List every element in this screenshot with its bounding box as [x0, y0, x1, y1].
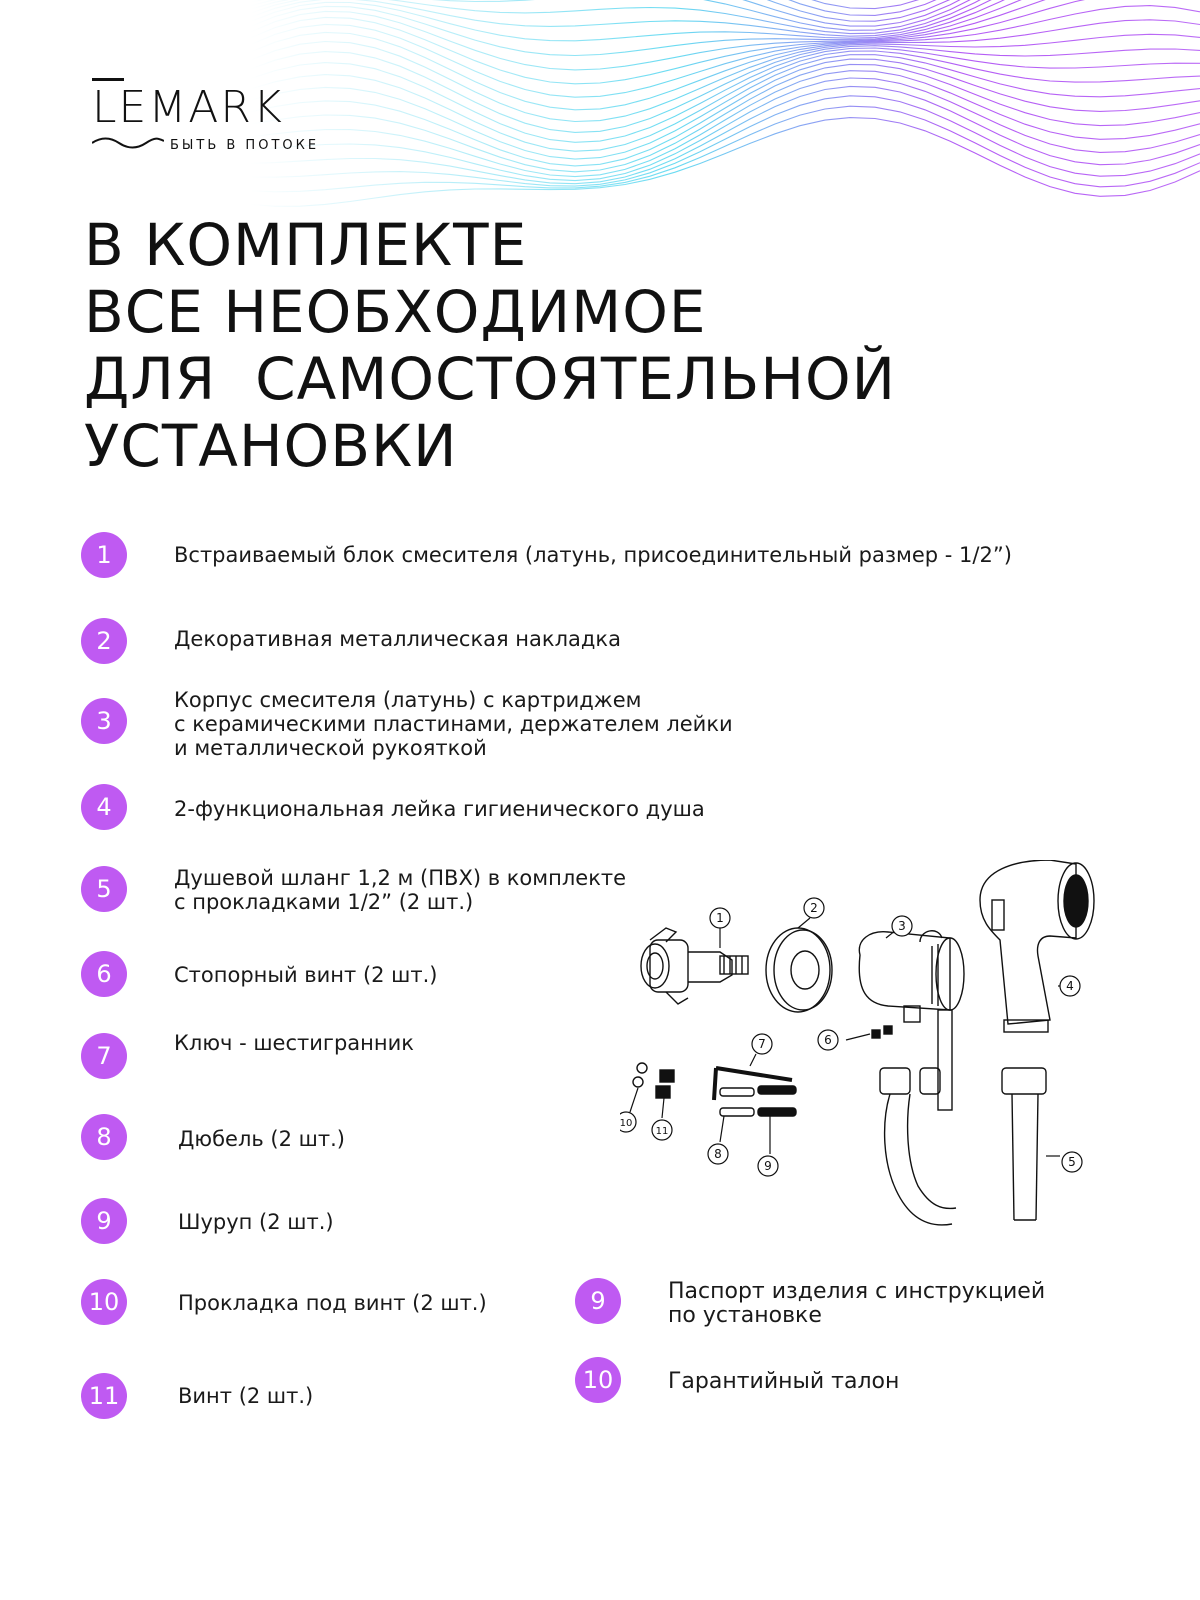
diagram-callout-label: 2 — [810, 901, 818, 915]
list-item-line: Корпус смесителя (латунь) с картриджем — [174, 688, 642, 712]
diagram-callout — [708, 1144, 728, 1164]
list-item — [81, 1033, 127, 1079]
list-item-line: Декоративная металлическая накладка — [174, 627, 621, 651]
list-item — [81, 866, 127, 912]
part-dowels-screws — [720, 1086, 796, 1116]
list-item — [81, 618, 127, 664]
diagram-callout — [892, 916, 912, 936]
diagram-callout — [652, 1120, 672, 1140]
list-item-line: Паспорт изделия с инструкцией — [668, 1279, 1046, 1304]
list-item — [81, 532, 127, 578]
logo-wave-icon — [92, 136, 164, 150]
list-item — [81, 784, 127, 830]
wave-line — [250, 0, 1200, 130]
number-badge: 9 — [81, 1198, 127, 1244]
list-item — [81, 1198, 127, 1244]
extra-list-item-text — [668, 1280, 1045, 1328]
list-item-text — [174, 543, 1012, 567]
number-badge: 5 — [81, 866, 127, 912]
number-badge: 1 — [81, 532, 127, 578]
wave-line — [250, 6, 1200, 138]
part-mixer-body — [859, 931, 964, 1110]
diagram-callout — [758, 1156, 778, 1176]
wave-line — [250, 0, 1200, 74]
title-line: ДЛЯ САМОСТОЯТЕЛЬНОЙ — [84, 345, 896, 413]
diagram-callout-label: 11 — [655, 1126, 669, 1137]
part-mixer-block — [641, 928, 748, 1004]
list-item-line: по установке — [668, 1303, 822, 1328]
number-badge: 8 — [81, 1114, 127, 1160]
number-badge: 6 — [81, 951, 127, 997]
list-item-text — [178, 1210, 334, 1234]
diagram-callout-label: 7 — [758, 1037, 766, 1051]
number-badge: 4 — [81, 784, 127, 830]
list-item-line: Встраиваемый блок смесителя (латунь, присоединительный размер - 1/2”) — [174, 543, 1012, 567]
wave-line — [250, 96, 1200, 230]
diagram-callout-label: 5 — [1068, 1155, 1076, 1169]
list-item-text — [178, 1291, 487, 1315]
list-item — [81, 1279, 127, 1325]
title-line: В КОМПЛЕКТЕ — [84, 211, 528, 279]
logo-bar — [92, 78, 124, 81]
parts-diagram — [620, 860, 1120, 1260]
list-item-line: с керамическими пластинами, держателем лейки — [174, 712, 733, 736]
diagram-callout-label: 9 — [764, 1159, 772, 1173]
list-item-text — [178, 1384, 313, 1408]
extra-list-item-text — [668, 1370, 899, 1394]
page-title — [84, 212, 1164, 480]
wave-line — [250, 0, 1200, 82]
list-item — [81, 1373, 127, 1419]
diagram-callout — [804, 898, 824, 918]
title-line: УСТАНОВКИ — [84, 412, 458, 480]
diagram-callout — [710, 908, 730, 928]
extra-list-item — [575, 1278, 621, 1324]
diagram-callout-label: 6 — [824, 1033, 832, 1047]
list-item — [81, 1114, 127, 1160]
diagram-callout-label: 4 — [1066, 979, 1074, 993]
wave-line — [250, 78, 1200, 218]
list-item-text — [178, 1127, 345, 1151]
diagram-callout-label: 1 — [716, 911, 724, 925]
diagram-callout-label: 3 — [898, 919, 906, 933]
list-item-line: Винт (2 шт.) — [178, 1384, 314, 1408]
list-item-text — [174, 866, 626, 914]
diagram-callout — [620, 1112, 636, 1132]
part-escutcheon — [766, 928, 832, 1012]
list-item-line: Ключ - шестигранник — [174, 1031, 414, 1055]
list-item-text — [174, 688, 733, 760]
list-item-line: Дюбель (2 шт.) — [178, 1127, 345, 1151]
list-item-line: Стопорный винт (2 шт.) — [174, 963, 438, 987]
extra-list-item — [575, 1357, 621, 1403]
brand-tagline: БЫТЬ В ПОТОКЕ — [170, 138, 320, 153]
part-set-screws — [872, 1026, 892, 1038]
list-item-line: и металлической рукояткой — [174, 736, 487, 760]
list-item — [81, 951, 127, 997]
wave-line — [250, 20, 1200, 146]
number-badge: 2 — [81, 618, 127, 664]
list-item-line: 2-функциональная лейка гигиенического душа — [174, 797, 705, 821]
part-hand-shower — [980, 860, 1094, 1032]
number-badge: 10 — [81, 1279, 127, 1325]
diagram-callout-label: 10 — [620, 1118, 633, 1129]
part-washers-screws — [633, 1063, 674, 1098]
list-item-line: с прокладками 1/2” (2 шт.) — [174, 890, 474, 914]
list-item-line: Прокладка под винт (2 шт.) — [178, 1291, 487, 1315]
diagram-callout — [752, 1034, 772, 1054]
number-badge: 11 — [81, 1373, 127, 1419]
number-badge: 10 — [575, 1357, 621, 1403]
list-item-text — [174, 1031, 414, 1055]
number-badge: 3 — [81, 698, 127, 744]
list-item-line: Гарантийный талон — [668, 1369, 900, 1394]
list-item — [81, 698, 127, 744]
list-item-text — [174, 627, 621, 651]
number-badge: 7 — [81, 1033, 127, 1079]
title-line: ВСЕ НЕОБХОДИМОЕ — [84, 278, 707, 346]
part-hose — [880, 1068, 1046, 1225]
number-badge: 9 — [575, 1278, 621, 1324]
diagram-callout — [1062, 1152, 1082, 1172]
diagram-callout-label: 8 — [714, 1147, 722, 1161]
list-item-text — [174, 797, 705, 821]
list-item-line: Шуруп (2 шт.) — [178, 1210, 334, 1234]
diagram-callout — [818, 1030, 838, 1050]
diagram-callout — [1060, 976, 1080, 996]
list-item-line: Душевой шланг 1,2 м (ПВХ) в комплекте — [174, 866, 627, 890]
wave-line — [250, 0, 1200, 90]
list-item-text — [174, 963, 438, 987]
brand-name: LEMARK — [92, 82, 284, 133]
